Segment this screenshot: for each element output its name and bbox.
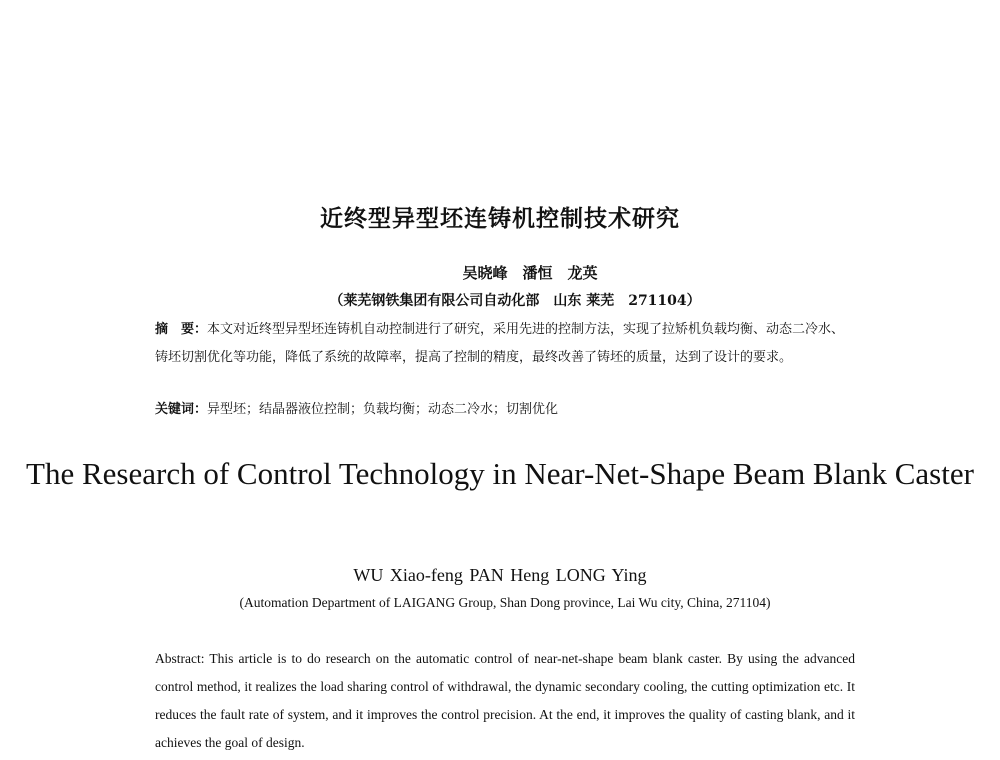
english-affiliation: (Automation Department of LAIGANG Group, Shan Dong province, Lai Wu city, China, 271104) xyxy=(239,595,771,610)
english-title: The Research of Control Technology in Near-Net-Shape Beam Blank Caster xyxy=(26,456,974,491)
chinese-abstract-text: 本文对近终型异型坯连铸机自动控制进行了研究，采用先进的控制方法，实现了拉矫机负载均衡、动态二冷水、铸坯切割优化等功能，降低了系统的故障率，提高了控制的精度，最终改善了铸坯的质量，达到了设计的要求。 xyxy=(155,322,845,365)
chinese-abstract xyxy=(155,316,855,372)
chinese-keywords-text: 异型坯；结晶器液位控制；负载均衡；动态二冷水；切割优化 xyxy=(207,402,559,417)
chinese-abstract-label: 摘 要： xyxy=(155,322,208,337)
chinese-keywords-label: 关键词： xyxy=(155,402,208,417)
english-authors: WU Xiao-feng PAN Heng LONG Ying xyxy=(353,565,647,585)
english-abstract: Abstract: This article is to do research on the automatic control of near-net-shape beam blank caster. By using the advanced control method, it realizes the load sharing control of withdrawal, the dynamic secondary cooling, the cutting optimization etc. It reduces the fault rate of system, and it improves the control precision. At the end, it improves the quality of casting blank, and it achieves the goal of design. xyxy=(155,651,855,750)
chinese-affiliation: （莱芜钢铁集团有限公司自动化部 山东 莱芜 271104） xyxy=(329,293,701,309)
chinese-keywords xyxy=(155,399,855,421)
chinese-title: 近终型异型坯连铸机控制技术研究 xyxy=(320,206,680,232)
chinese-authors: 吴晓峰 潘恒 龙英 xyxy=(462,264,598,282)
